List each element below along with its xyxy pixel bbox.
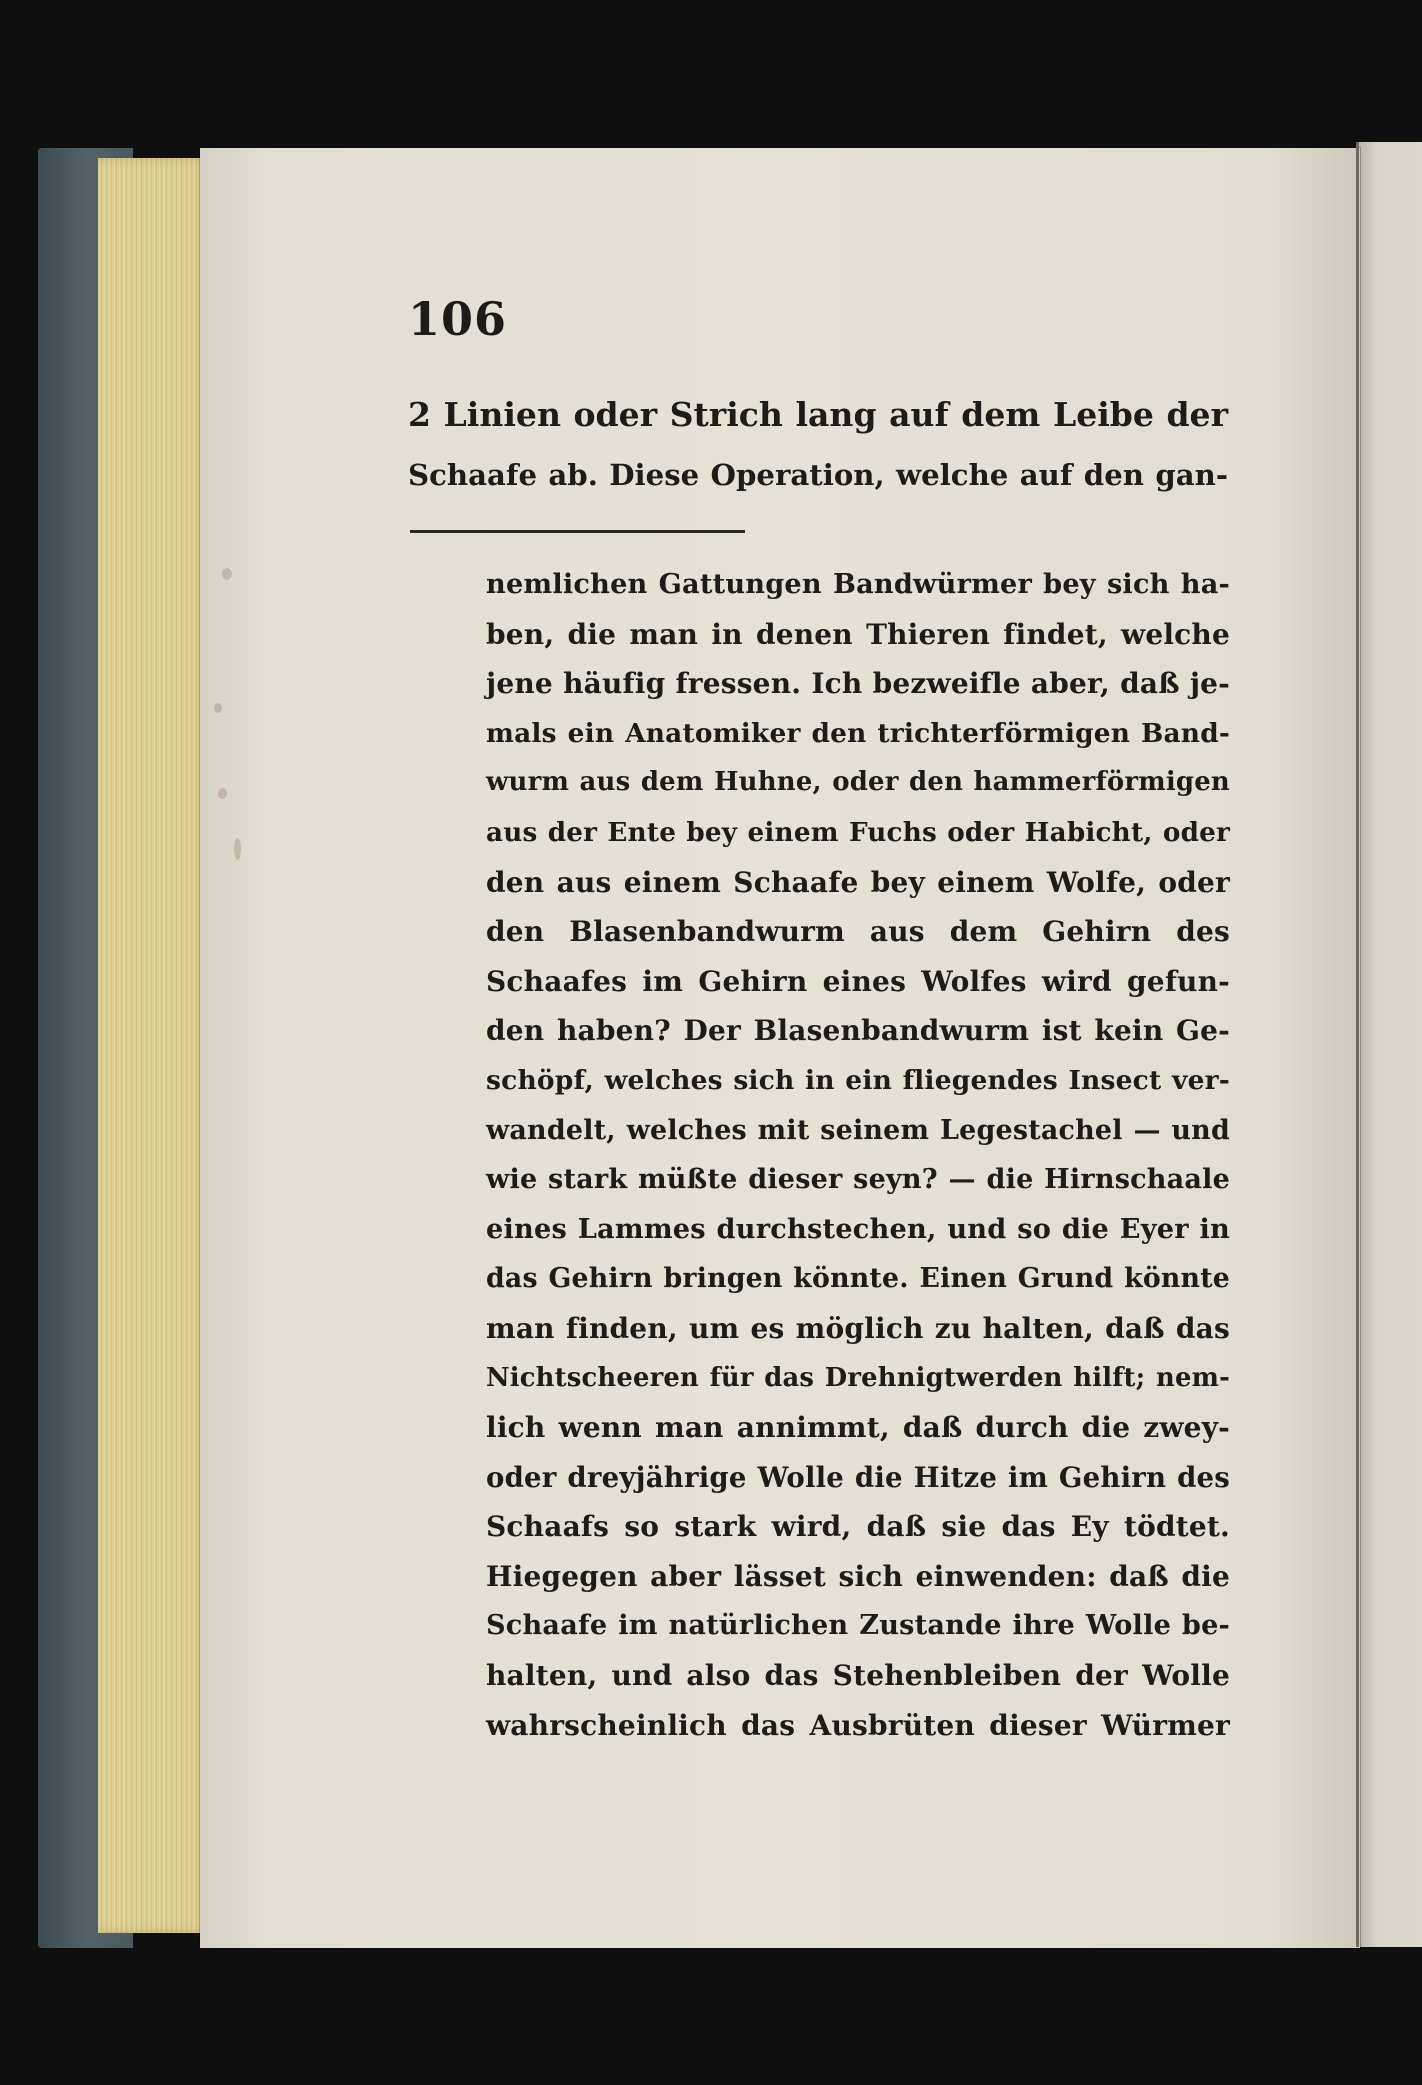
- page-number: 106: [408, 292, 508, 346]
- footnote-line: den haben? Der Blasenbandwurm ist kein Ge-: [486, 1014, 1230, 1048]
- footnote-line: jene häufig fressen. Ich bezweifle aber, daß je-: [486, 667, 1230, 701]
- footnote-line: aus der Ente bey einem Fuchs oder Habicht, oder: [486, 816, 1230, 848]
- footnote-line: Hiegegen aber lässet sich einwenden: daß die: [486, 1559, 1230, 1593]
- footnote-line: oder dreyjährige Wolle die Hitze im Gehirn des: [486, 1460, 1230, 1494]
- page-stain: [214, 703, 222, 713]
- footnote-line: man finden, um es möglich zu halten, daß das: [486, 1311, 1230, 1345]
- facing-page: [1358, 142, 1422, 1947]
- footnote-line: lich wenn man annimmt, daß durch die zwey-: [486, 1411, 1230, 1445]
- footnote-line: eines Lammes durchstechen, und so die Eyer in: [486, 1212, 1230, 1245]
- footnote-text: [486, 560, 1230, 1750]
- text-line: 2 Linien oder Strich lang auf dem Leibe der: [408, 395, 1228, 434]
- footnote-line: wandelt, welches mit seinem Legestachel — und: [486, 1114, 1230, 1146]
- footnote-line: das Gehirn bringen könnte. Einen Grund könnte: [486, 1263, 1230, 1295]
- footnote-line: schöpf, welches sich in ein fliegendes Insect ver-: [486, 1064, 1230, 1096]
- footnote-line: halten, und also das Stehenbleiben der Wolle: [486, 1659, 1230, 1693]
- gutter-line: [1356, 142, 1359, 1947]
- page-stain: [218, 788, 227, 799]
- page-stain: [222, 568, 232, 580]
- footnote-line: Nichtscheeren für das Drehnigtwerden hilft; nem-: [486, 1362, 1230, 1393]
- footnote-divider: [410, 530, 745, 533]
- footnote-line: nemlichen Gattungen Bandwürmer bey sich ha-: [486, 568, 1230, 600]
- footnote-line: den aus einem Schaafe bey einem Wolfe, oder: [486, 865, 1230, 899]
- footnote-line: wurm aus dem Huhne, oder den hammerförmigen: [486, 767, 1230, 798]
- footnote-line: ben, die man in denen Thieren findet, welche: [486, 617, 1230, 651]
- footnote-line: Schaafes im Gehirn eines Wolfes wird gefun-: [486, 964, 1230, 998]
- footnote-line: den Blasenbandwurm aus dem Gehirn des: [486, 915, 1230, 949]
- footnote-line: mals ein Anatomiker den trichterförmigen Band-: [486, 717, 1230, 749]
- footnote-line: wie stark müßte dieser seyn? — die Hirnschaale: [486, 1164, 1230, 1196]
- footnote-line: Schaafe im natürlichen Zustande ihre Wolle be-: [486, 1610, 1230, 1642]
- page-edges: [98, 158, 210, 1933]
- text-line: Schaafe ab. Diese Operation, welche auf den gan-: [408, 458, 1228, 492]
- page-stain: [234, 838, 241, 860]
- footnote-line: Schaafs so stark wird, daß sie das Ey tödtet.: [486, 1510, 1230, 1544]
- main-text: [408, 385, 1228, 505]
- footnote-line: wahrscheinlich das Ausbrüten dieser Würmer: [486, 1708, 1230, 1742]
